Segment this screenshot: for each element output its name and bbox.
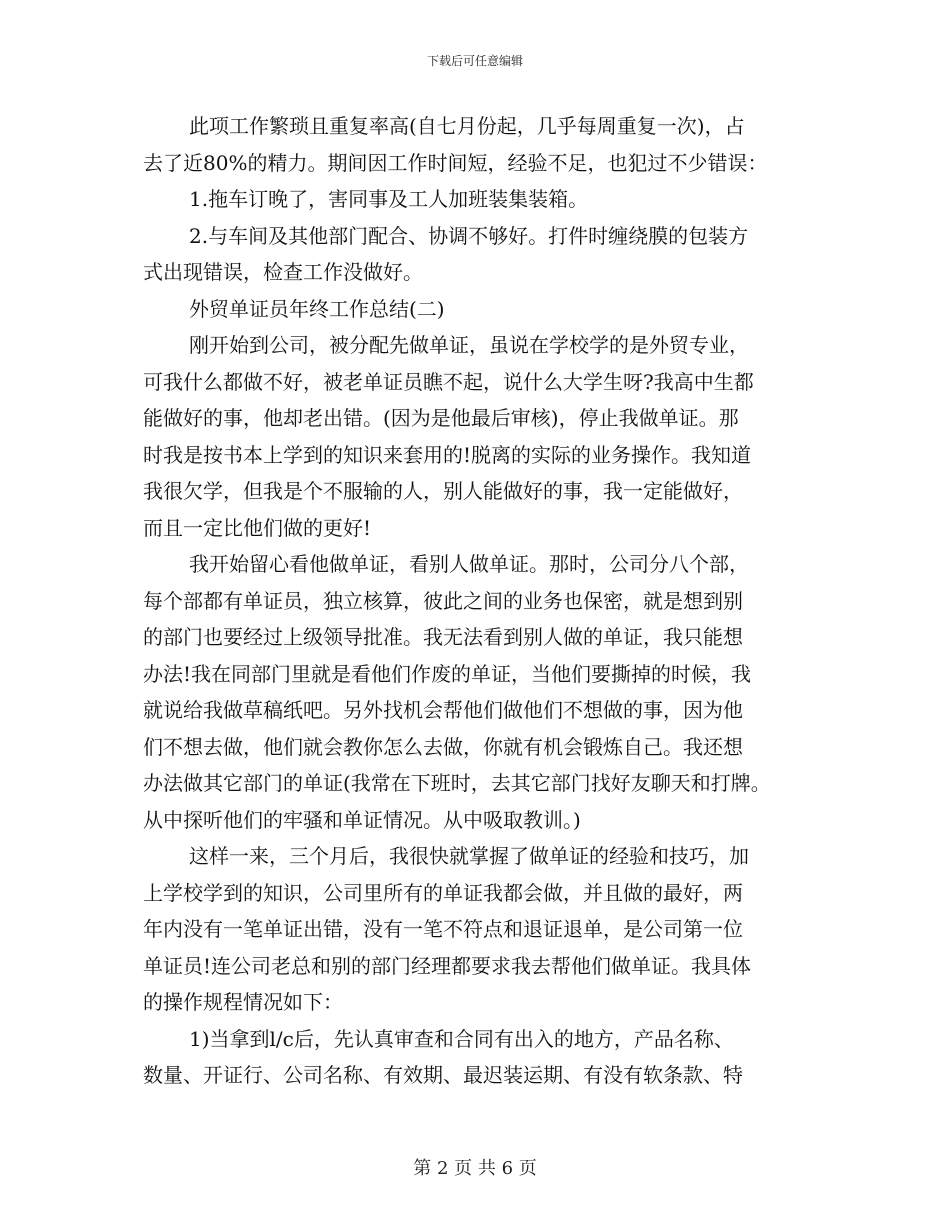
- text-line: 的部门也要经过上级领导批准。我无法看到别人做的单证，我只能想: [143, 625, 743, 649]
- section-title: 外贸单证员年终工作总结(二): [189, 296, 445, 321]
- text-line: 们不想去做，他们就会教你怎么去做，你就有机会锻炼自己。我还想: [143, 734, 743, 759]
- text-line: 我很欠学，但我是个不服输的人，别人能做好的事，我一定能做好，: [143, 479, 743, 503]
- text-line: 年内没有一笔单证出错，没有一笔不符点和退证退单，是公司第一位: [143, 917, 743, 941]
- text-line: 办法!我在同部门里就是看他们作废的单证，当他们要撕掉的时候，我: [143, 661, 752, 686]
- text-line: 上学校学到的知识，公司里所有的单证我都会做，并且做的最好，两: [143, 880, 743, 905]
- text-line: 式出现错误，检查工作没做好。: [143, 260, 423, 284]
- text-line: 这样一来，三个月后，我很快就掌握了做单证的经验和技巧，加: [189, 844, 749, 868]
- page-number: 第 2 页 共 6 页: [413, 1158, 537, 1179]
- list-item: 2.与车间及其他部门配合、协调不够好。打件时缠绕膜的包装方: [189, 223, 749, 248]
- list-item: 1.拖车订晚了，害同事及工人加班装集装箱。: [189, 187, 589, 211]
- text-line: 刚开始到公司，被分配先做单证，虽说在学校学的是外贸专业，: [189, 333, 749, 357]
- text-line: 可我什么都做不好，被老单证员瞧不起，说什么大学生呀?我高中生都: [143, 369, 754, 394]
- text-line: 数量、开证行、公司名称、有效期、最迟装运期、有没有软条款、特: [143, 1063, 743, 1087]
- text-line: 办法做其它部门的单证(我常在下班时，去其它部门找好友聊天和打牌。: [143, 771, 771, 795]
- text-line: 此项工作繁琐且重复率高(自七月份起，几乎每周重复一次)，占: [189, 114, 745, 138]
- list-item: 1)当拿到l/c后，先认真审查和合同有出入的地方，产品名称、: [189, 1026, 734, 1051]
- page-header: 下载后可任意编辑: [426, 54, 523, 68]
- text-line: 每个部都有单证员，独立核算，彼此之间的业务也保密，就是想到别: [143, 588, 743, 613]
- text-line: 就说给我做草稿纸吧。另外找机会帮他们做他们不想做的事，因为他: [143, 698, 743, 722]
- text-line: 我开始留心看他做单证，看别人做单证。那时，公司分八个部，: [189, 552, 749, 576]
- text-line: 而且一定比他们做的更好!: [143, 515, 372, 540]
- document-body: [143, 108, 823, 1094]
- text-line: 从中探听他们的牢骚和单证情况。从中吸取教训。): [143, 807, 581, 832]
- text-line: 能做好的事，他却老出错。(因为是他最后审核)，停止我做单证。那: [143, 406, 739, 430]
- text-line: 去了近80%的精力。期间因工作时间短，经验不足，也犯过不少错误：: [143, 150, 768, 175]
- text-line: 单证员!连公司老总和别的部门经理都要求我去帮他们做单证。我具体: [143, 953, 752, 978]
- text-line: 时我是按书本上学到的知识来套用的!脱离的实际的业务操作。我知道: [143, 442, 752, 467]
- text-line: 的操作规程情况如下：: [143, 990, 343, 1014]
